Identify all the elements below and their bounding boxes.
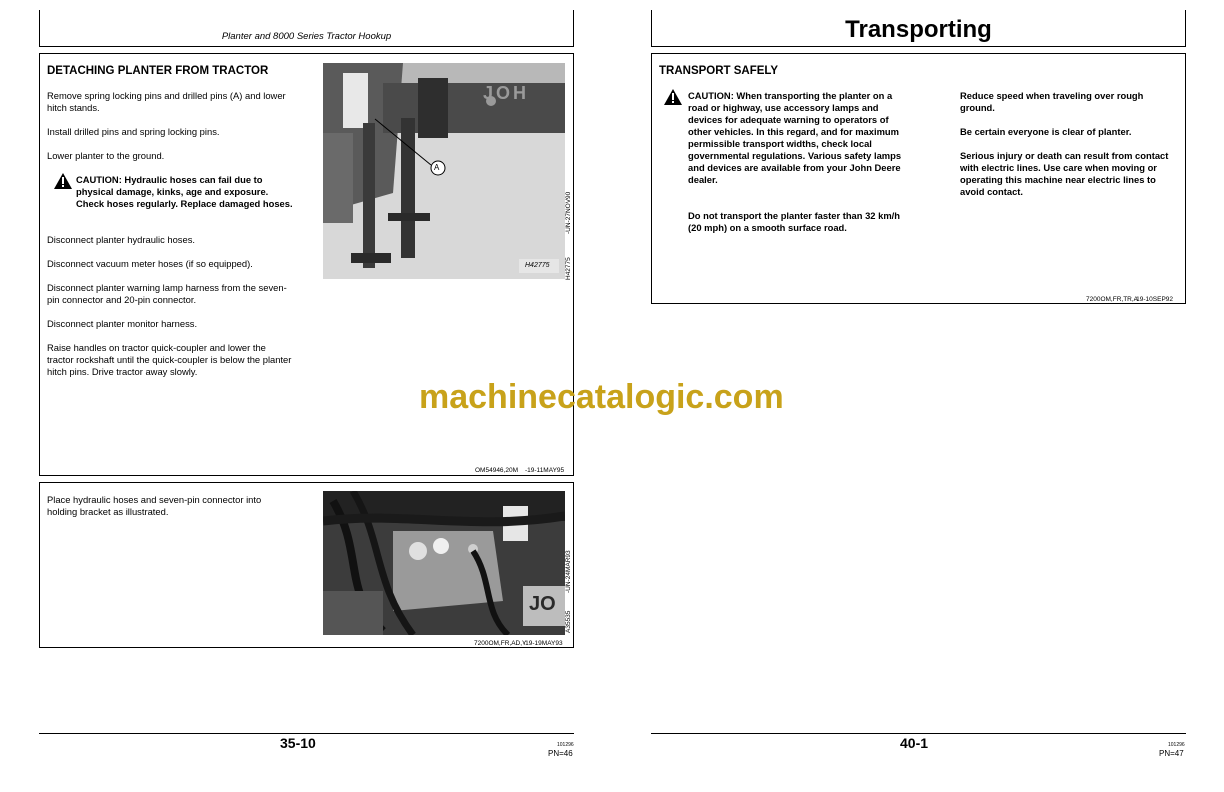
paragraph: Raise handles on tractor quick-coupler and lower the tractor rockshaft until the quick-coupler is below the planter hitch pins. Drive tractor away slowly. xyxy=(47,342,292,377)
photo-code: H42775 xyxy=(525,262,550,269)
section-title: DETACHING PLANTER FROM TRACTOR xyxy=(47,65,269,77)
right-footer-rule xyxy=(651,733,1186,734)
paragraph: Lower planter to the ground. xyxy=(47,150,165,161)
doc-date: -19-19MAY93 xyxy=(523,640,563,647)
caution-text: CAUTION: Hydraulic hoses can fail due to physical damage, kinks, age and exposure. Check hoses regularly. Replace damaged hoses. xyxy=(76,174,293,209)
paragraph: Serious injury or death can result from contact with electric lines. Use care when moving or operating this machine near electric lines to avoid contact. xyxy=(960,150,1169,197)
watermark: machinecatalogic.com xyxy=(419,378,784,416)
paragraph: Place hydraulic hoses and seven-pin connector into holding bracket as illustrated. xyxy=(47,494,262,517)
left-header-rule-bottom xyxy=(39,46,574,47)
doc-code: 7200OM,FR,TR,A xyxy=(1086,296,1139,303)
paragraph: Disconnect planter warning lamp harness from the seven-pin connector and 20-pin connector. xyxy=(47,282,287,305)
page-number: 40-1 xyxy=(900,735,929,751)
page-pn: PN=47 xyxy=(1159,749,1184,758)
paragraph: Remove spring locking pins and drilled pins (A) and lower hitch stands. xyxy=(47,90,286,113)
image-side-code: A35535 xyxy=(565,610,572,633)
section-transport-safely xyxy=(651,53,1186,304)
image-side-code: H42775 xyxy=(565,257,572,280)
section-hose-bracket xyxy=(39,482,574,648)
running-head: Planter and 8000 Series Tractor Hookup xyxy=(221,31,392,42)
footer-small-code: 101296 xyxy=(1168,742,1185,748)
doc-code: OM54946,20M xyxy=(475,467,518,474)
callout-label-a: A xyxy=(434,163,440,172)
hitch-stand-photo xyxy=(323,63,565,279)
doc-date: -19-10SEP92 xyxy=(1134,296,1174,303)
left-footer-rule xyxy=(39,733,574,734)
paragraph: Do not transport the planter faster than 32 km/h (20 mph) on a smooth surface road. xyxy=(688,210,901,233)
paragraph: Install drilled pins and spring locking pins. xyxy=(47,126,220,137)
doc-date: -19-11MAY95 xyxy=(525,467,565,474)
paragraph: Disconnect planter monitor harness. xyxy=(47,318,198,329)
warning-triangle-icon xyxy=(664,89,682,105)
paragraph: Reduce speed when traveling over rough ground. xyxy=(960,90,1144,113)
photo-brand-text: JOH xyxy=(483,83,530,103)
paragraph: Be certain everyone is clear of planter. xyxy=(960,126,1132,137)
paragraph: Disconnect planter hydraulic hoses. xyxy=(47,234,195,245)
page-title: Transporting xyxy=(845,16,992,43)
warning-triangle-icon xyxy=(54,173,72,189)
photo-brand-text: JO xyxy=(529,593,556,615)
caution-text: CAUTION: When transporting the planter on a road or highway, use accessory lamps and devices for adequate warning to operators of other vehicles. In this regard, and for maximum permissible transport widths, check local governmental regulations. Various safety lamps and devices are available from your John Deere dealer. xyxy=(688,90,902,185)
hose-bracket-photo xyxy=(323,491,565,635)
footer-small-code: 101296 xyxy=(557,742,574,748)
page-pn: PN=46 xyxy=(548,749,573,758)
section-title: TRANSPORT SAFELY xyxy=(659,65,779,77)
page-number: 35-10 xyxy=(280,735,316,751)
image-side-code: -UN-27NOV90 xyxy=(565,191,572,234)
doc-code: 7200OM,FR,AD,Y xyxy=(474,640,527,647)
right-header-rule-bottom xyxy=(651,46,1186,47)
image-side-code: -UN-24MAR93 xyxy=(565,550,572,593)
paragraph: Disconnect vacuum meter hoses (if so equipped). xyxy=(47,258,253,269)
